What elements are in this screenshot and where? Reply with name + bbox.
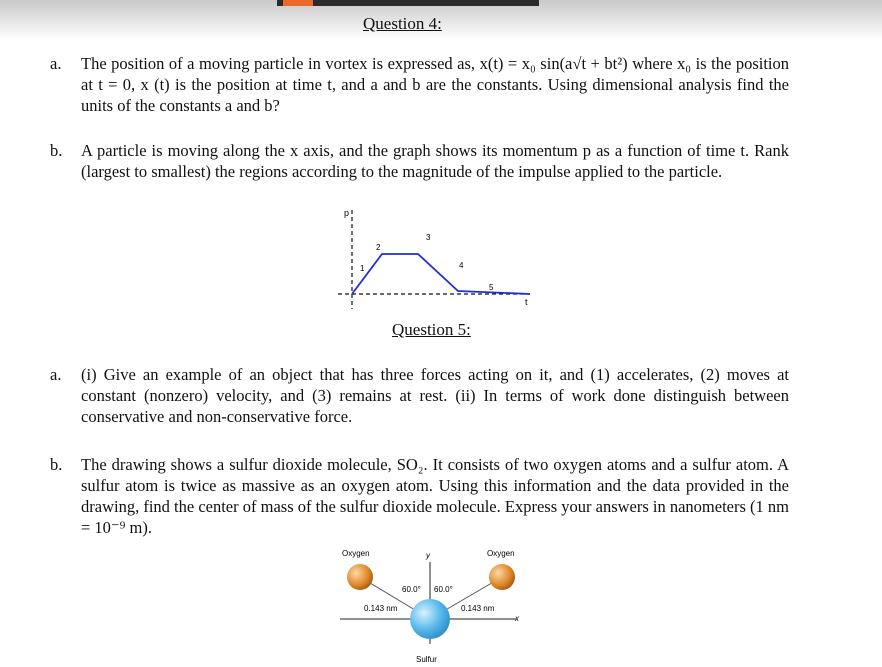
region-1-label: 1 <box>360 264 365 273</box>
question-4a-label: a. <box>50 54 62 73</box>
sulfur-label: Sulfur <box>416 655 437 664</box>
t-axis-label: t <box>525 297 528 307</box>
window-accent <box>283 0 313 6</box>
angle-left-label: 60.0° <box>402 585 421 594</box>
oxygen-atom-left <box>347 564 373 590</box>
oxygen-left-label: Oxygen <box>342 549 370 558</box>
question-5a <box>50 364 790 428</box>
region-4-label: 4 <box>459 261 464 270</box>
question-4b-label: b. <box>50 141 63 160</box>
question-5b <box>50 454 790 540</box>
question-5a-text: (i) Give an example of an object that has three forces acting on it, and (1) accelerates, (2) moves at constant (nonzero) velocity, and (3) remains at rest. (ii) In terms of work done distinguish between conservative and non-conservative force. <box>81 365 789 426</box>
y-axis-label: y <box>426 551 430 560</box>
bond-right-label: 0.143 nm <box>461 604 495 613</box>
question-4b-text: A particle is moving along the x axis, and the graph shows its momentum p as a function of time t. Rank (largest to smallest) the regions according to the magnitude of the impulse applied to the particle. <box>81 141 789 181</box>
momentum-curve <box>352 254 530 294</box>
momentum-graph <box>330 205 540 315</box>
so2-molecule-diagram <box>330 540 530 667</box>
question-5b-label: b. <box>50 455 63 474</box>
question-5b-text: The drawing shows a sulfur dioxide molecule, SO₂. It consists of two oxygen atoms and a sulfur atom. A sulfur atom is twice as massive as an oxygen atom. Using this information and the data provided in the drawing, find the center of mass of the sulfur dioxide molecule. Express your answers in nanometers (1 nm = 10⁻⁹ m). <box>81 455 789 537</box>
p-axis-label: p <box>344 208 350 218</box>
question-4b <box>50 140 790 204</box>
angle-right-label: 60.0° <box>434 585 453 594</box>
question-4-heading: Question 4: <box>363 14 442 33</box>
bond-left-label: 0.143 nm <box>364 604 398 613</box>
oxygen-atom-right <box>489 564 515 590</box>
x-axis-label: x <box>515 614 519 623</box>
window-strip <box>277 0 539 6</box>
question-5a-label: a. <box>50 365 62 384</box>
question-4a <box>50 53 790 117</box>
region-5-label: 5 <box>489 283 494 292</box>
question-5-heading: Question 5: <box>392 320 471 339</box>
oxygen-right-label: Oxygen <box>487 549 515 558</box>
region-2-label: 2 <box>376 243 381 252</box>
sulfur-atom <box>410 599 450 639</box>
region-3-label: 3 <box>426 233 431 242</box>
question-4a-text: The position of a moving particle in vortex is expressed as, x(t) = x₀ sin(a√t + bt²) where x₀ is the position at t = 0, x (t) is the position at time t, and a and b are the constants. Using dimensional analysis find the units of the constants a and b? <box>81 54 789 115</box>
